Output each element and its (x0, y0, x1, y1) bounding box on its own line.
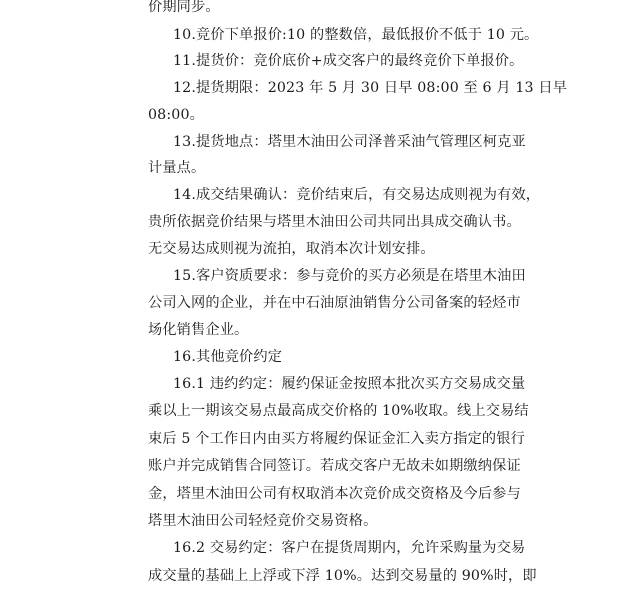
text-line-1: 价期同步。 (148, 0, 220, 15)
text-line-3: 11.提货价：竞价底价+成交客户的最终竞价下单报价。 (173, 53, 524, 69)
text-line-18: 账户并完成销售合同签订。若成交客户无故未如期缴纳保证 (148, 458, 521, 474)
text-line-13: 场化销售企业。 (148, 322, 249, 338)
text-line-15: 16.1 违约约定：履约保证金按照本批次买方交易成交量 (173, 376, 526, 392)
text-line-22: 成交量的基础上上浮或下浮 10%。达到交易量的 90%时，即 (148, 568, 537, 584)
text-line-5: 08:00。 (148, 107, 204, 123)
text-line-10: 无交易达成则视为流拍，取消本次计划安排。 (148, 241, 435, 257)
text-line-19: 金，塔里木油田公司有权取消本次竞价成交资格及今后参与 (148, 486, 521, 502)
text-line-11: 15.客户资质要求：参与竞价的买方必须是在塔里木油田 (173, 268, 526, 284)
text-line-12: 公司入网的企业，并在中石油原油销售分公司备案的轻烃市 (148, 295, 521, 311)
text-line-21: 16.2 交易约定：客户在提货周期内，允许采购量为交易 (173, 540, 526, 556)
text-line-20: 塔里木油田公司轻烃竞价交易资格。 (148, 513, 378, 529)
text-line-8: 14.成交结果确认：竞价结束后，有交易达成则视为有效， (173, 187, 541, 203)
text-line-16: 乘以上一期该交易点最高成交价格的 10%收取。线上交易结 (148, 403, 529, 419)
text-line-9: 贵所依据竞价结果与塔里木油田公司共同出具成交确认书。 (148, 214, 521, 230)
text-line-6: 13.提货地点：塔里木油田公司泽普采油气管理区柯克亚 (173, 134, 526, 150)
text-line-17: 束后 5 个工作日内由买方将履约保证金汇入卖方指定的银行 (148, 431, 525, 447)
text-line-2: 10.竞价下单报价:10 的整数倍，最低报价不低于 10 元。 (173, 27, 539, 43)
text-line-14: 16.其他竞价约定 (173, 349, 283, 365)
text-line-7: 计量点。 (148, 160, 206, 176)
text-line-4: 12.提货期限：2023 年 5 月 30 日早 08:00 至 6 月 13 日早 (173, 80, 568, 96)
